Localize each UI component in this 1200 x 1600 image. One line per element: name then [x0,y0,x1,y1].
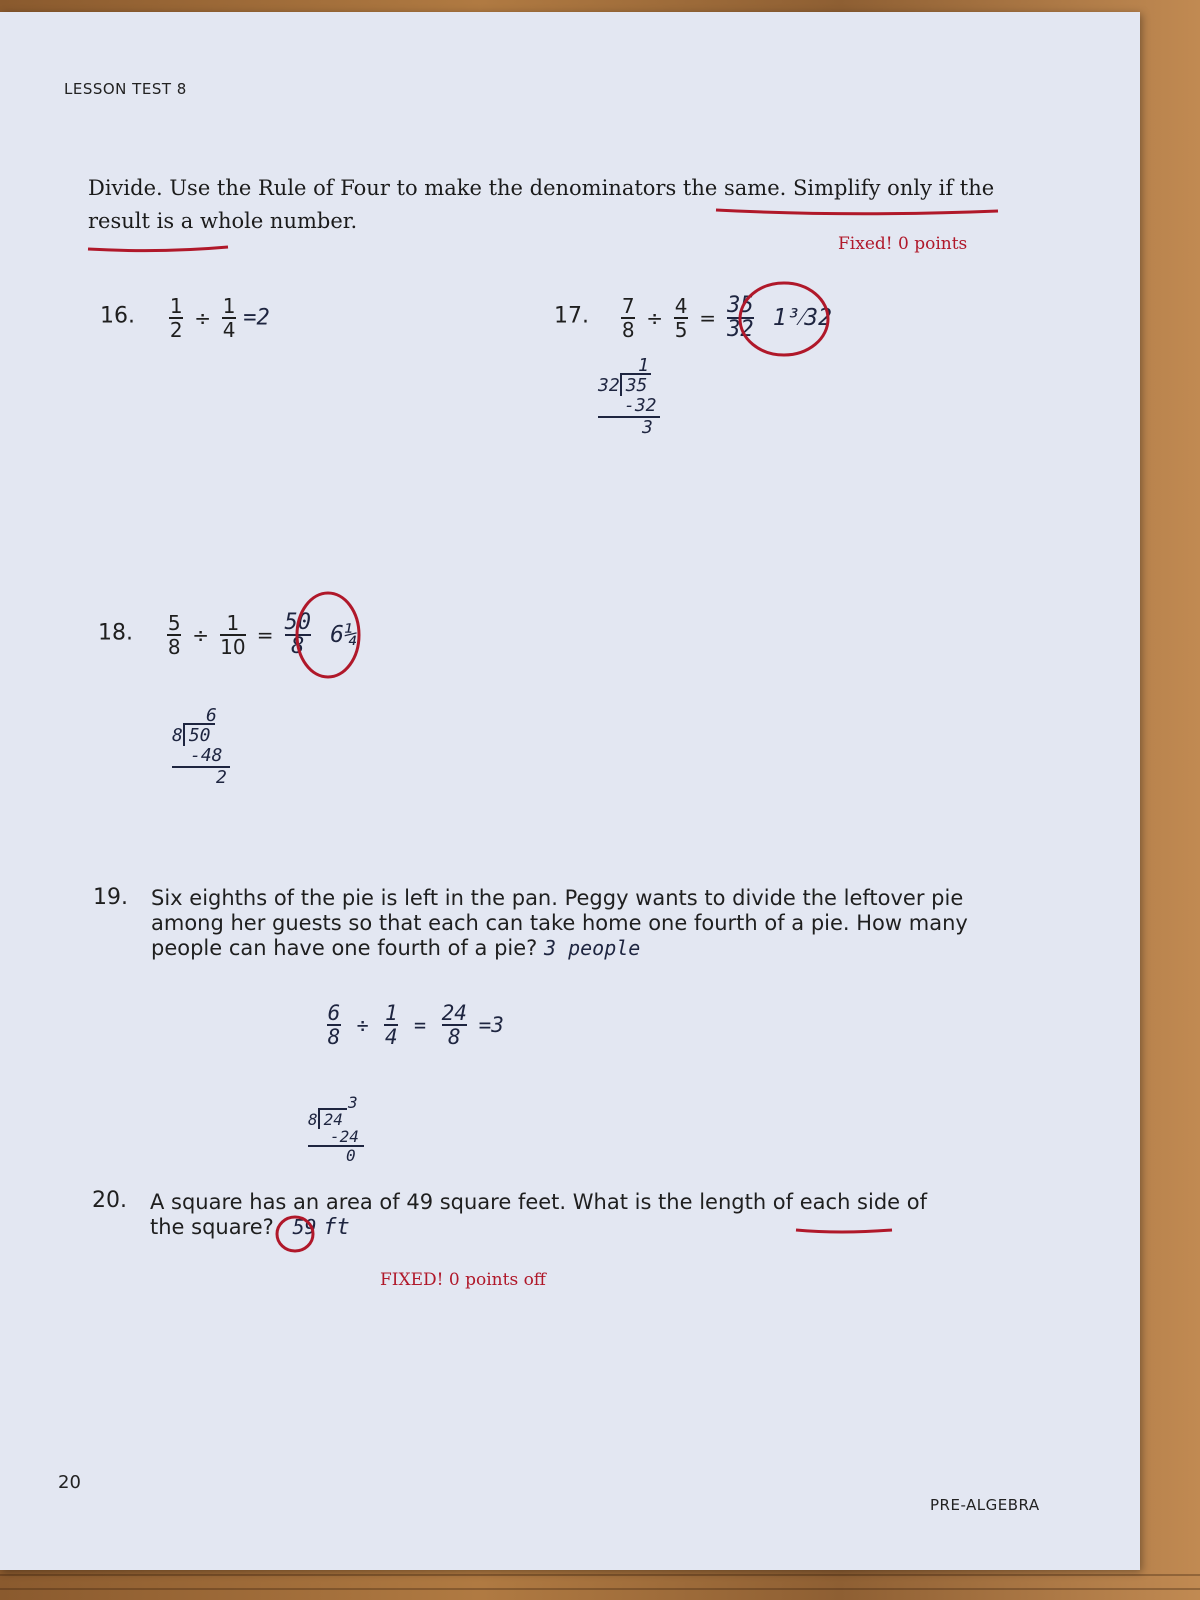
problem-19-text: Six eighths of the pie is left in the pan. Peggy wants to divide the leftover pie among her guests so that each can take home one fourth of a pie. How many people can have one fourth of a pie? 3 people [151,886,968,960]
divide-sign: ÷ [356,1013,369,1037]
worksheet-page [0,12,1140,1570]
result-fraction: $\frac{24}{8}$ [441,1001,467,1049]
equation-19 [325,1002,504,1048]
problem-18-number: 18. [98,620,133,646]
page-number: 20 [58,1472,81,1493]
answer-18: 6¼ [330,622,358,648]
problem-16 [100,295,270,341]
work-17: 1 32 35 -32 3 [598,356,660,438]
work-19: 3 8 24 -24 0 [308,1094,364,1164]
problem-20-number: 20. [92,1188,127,1213]
problem-17-number: 17. [554,303,589,329]
divide-sign: ÷ [646,306,664,330]
fraction: $\frac{6}{8}$ [327,1001,341,1049]
fraction: $\frac{7}{8}$ [621,294,635,342]
answer-19: 3 people [544,936,641,960]
answer-19-eq: =3 [478,1013,504,1037]
underline-instructions-2 [88,247,228,251]
problem-19-number: 19. [93,885,128,910]
fraction: $\frac{1}{2}$ [169,294,183,342]
instructions [88,172,1008,238]
lesson-title: LESSON TEST 8 [64,80,187,98]
work-18: 6 8 50 -48 2 [172,706,230,788]
problem-18 [98,612,358,658]
instructions-underlined: Simplify only if the result is a whole number. [88,176,995,233]
fraction: $\frac{1}{4}$ [385,1001,398,1049]
instructions-text: Divide. Use the Rule of Four to make the denominators the same. [88,176,793,200]
problem-20-text: A square has an area of 49 square feet. What is the length of each side of the square? 59 ft [150,1190,928,1240]
answer-16: =2 [243,305,270,331]
fraction: $\frac{5}{8}$ [167,611,181,659]
fraction: $\frac{1}{10}$ [220,611,246,659]
equals-sign: = [699,306,716,330]
answer-17: 1³⁄32 [772,305,832,331]
answer-20-unit: ft [323,1215,350,1240]
result-fraction: $\frac{35}{32}$ [727,293,754,342]
equals-sign: = [256,623,274,647]
divide-sign: ÷ [194,306,212,330]
underlined-phrase: each side [799,1190,901,1214]
grade-note-top: Fixed! 0 points [838,234,968,254]
correction-marks [0,12,1140,1570]
fraction: $\frac{1}{4}$ [222,294,236,342]
book-title: PRE-ALGEBRA [930,1496,1040,1514]
fraction: $\frac{4}{5}$ [674,294,688,342]
result-fraction: $\frac{50}{8}$ [284,610,312,659]
grade-note-bottom: FIXED! 0 points off [380,1270,546,1290]
answer-20-circled: 59 [292,1215,317,1239]
problem-16-number: 16. [100,303,135,329]
problem-17 [554,295,832,341]
equals-sign: = [413,1013,427,1037]
divide-sign: ÷ [192,623,210,647]
